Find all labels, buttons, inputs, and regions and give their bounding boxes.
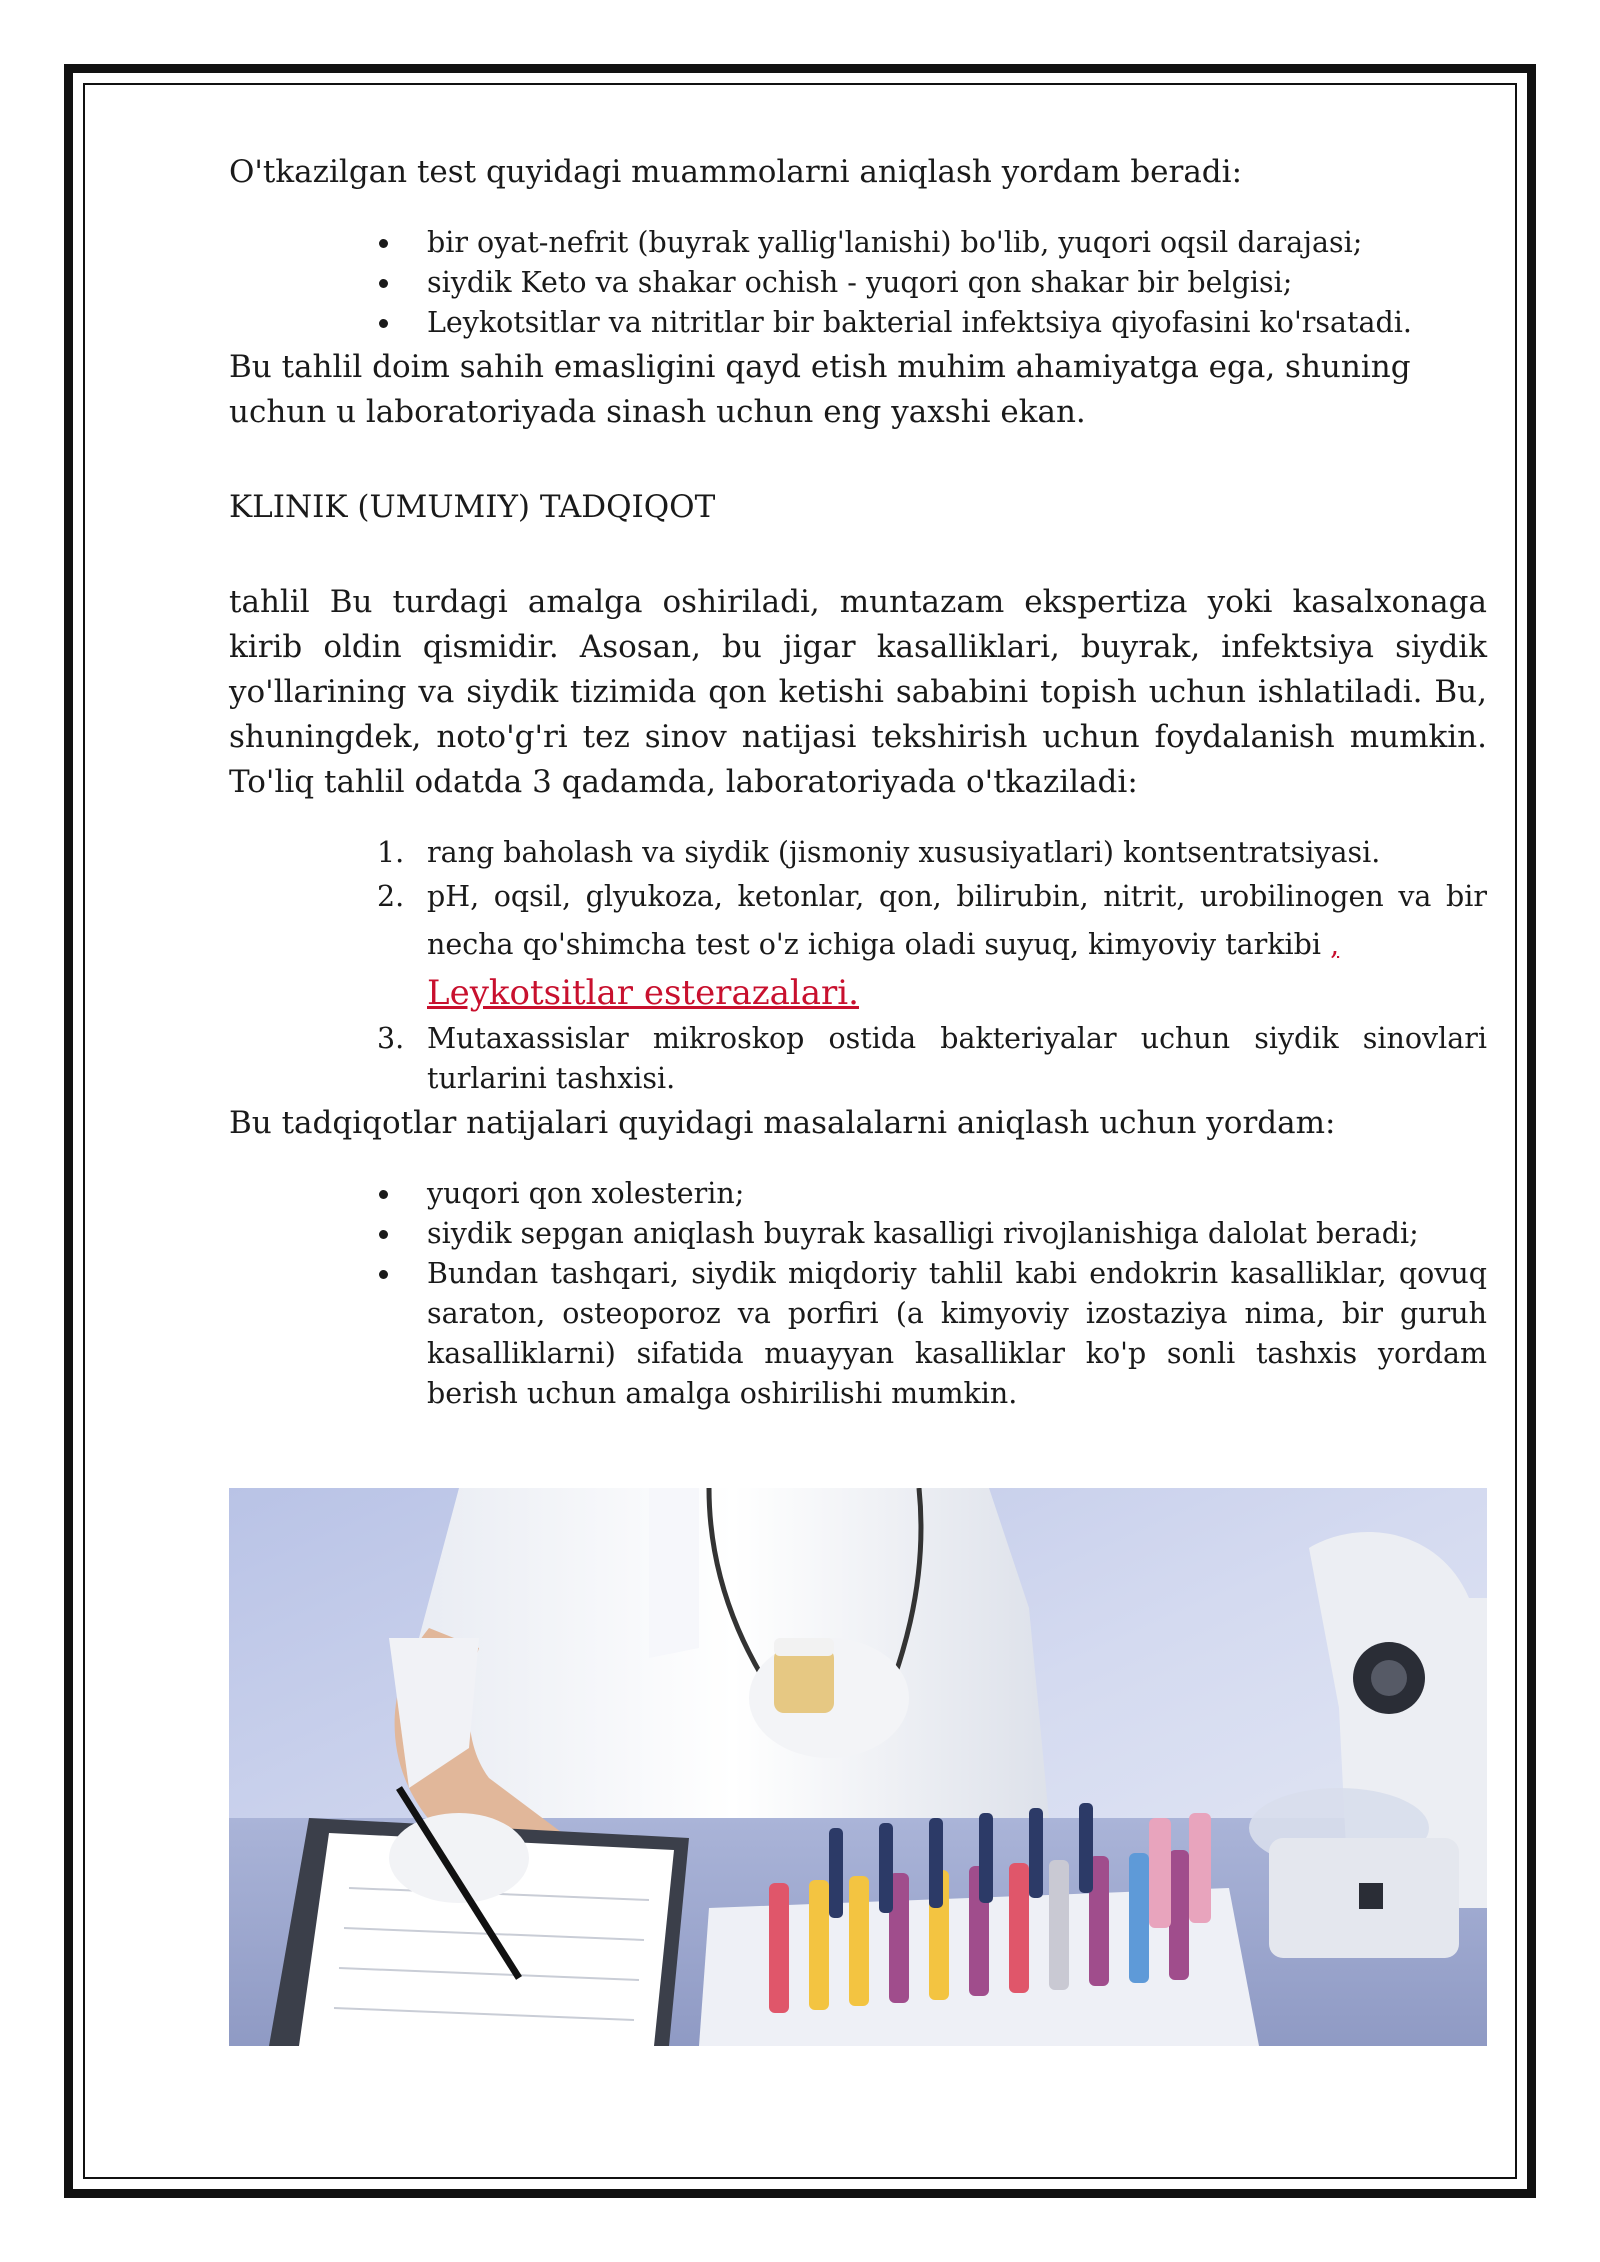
list-item: siydik sepgan aniqlash buyrak kasalligi rivojlanishiga dalolat beradi; bbox=[427, 1214, 1487, 1254]
list-number: 2. bbox=[377, 880, 405, 913]
list-item: Bundan tashqari, siydik miqdoriy tahlil kabi endokrin kasalliklar, qovuq saraton, osteoporoz va porfiri (a kimyoviy izostaziya nima, bir guruh kasalliklarni) sifatida muayyan kasalliklar ko'p sonli tashxis yordam berish uchun amalga oshirilishi mumkin. bbox=[427, 1254, 1487, 1414]
list-item bbox=[377, 833, 1487, 873]
list-item: Leykotsitlar va nitritlar bir bakterial infektsiya qiyofasini ko'rsatadi. bbox=[427, 303, 1487, 343]
list-item: siydik Keto va shakar ochish - yuqori qon shakar bir belgisi; bbox=[427, 263, 1487, 303]
body-paragraph: tahlil Bu turdagi amalga oshiriladi, muntazam ekspertiza yoki kasalxonaga kirib oldin qismidir. Asosan, bu jigar kasalliklari, buyrak, infektsiya siydik yo'llarining va siydik tizimida qon ketishi sababini topish uchun ishlatiladi. Bu, shuningdek, noto'g'ri tez sinov natijasi tekshirish uchun foydalanish mumkin. To'liq tahlil odatda 3 qadamda, laboratoriyada o'tkaziladi: bbox=[229, 584, 1487, 800]
list-item bbox=[377, 1019, 1487, 1099]
intro-paragraph: O'tkazilgan test quyidagi muammolarni aniqlash yordam beradi: bbox=[229, 154, 1243, 190]
document-body bbox=[229, 150, 1487, 1414]
bullet-list-problems bbox=[229, 223, 1487, 343]
list-item bbox=[377, 873, 1487, 1019]
list-item-text: rang baholash va siydik (jismoniy xususiyatlari) kontsentratsiyasi. bbox=[427, 836, 1381, 869]
list-number: 1. bbox=[377, 836, 405, 869]
comma-mark: , bbox=[1330, 928, 1340, 961]
note-paragraph: Bu tahlil doim sahih emasligini qayd etish muhim ahamiyatga ega, shuning uchun u laboratoriyada sinash uchun eng yaxshi ekan. bbox=[229, 349, 1411, 430]
bullet-list-results bbox=[229, 1174, 1487, 1414]
laboratory-photo bbox=[229, 1488, 1487, 2046]
numbered-list-steps bbox=[229, 833, 1487, 1099]
section-heading: KLINIK (UMUMIY) TADQIQOT bbox=[229, 489, 716, 525]
results-intro: Bu tadqiqotlar natijalari quyidagi masalalarni aniqlash uchun yordam: bbox=[229, 1105, 1336, 1141]
list-number: 3. bbox=[377, 1022, 405, 1055]
leykotsitlar-link[interactable]: Leykotsitlar esterazalari. bbox=[427, 973, 859, 1013]
list-item-text: pH, oqsil, glyukoza, ketonlar, qon, bilirubin, nitrit, urobilinogen va bir necha qo'shimcha test o'z ichiga oladi suyuq, kimyoviy tarkibi bbox=[427, 880, 1487, 961]
list-item-text: Mutaxassislar mikroskop ostida bakteriyalar uchun siydik sinovlari turlarini tashxisi. bbox=[427, 1022, 1487, 1095]
lab-photo-illustration bbox=[229, 1488, 1487, 2046]
list-item: yuqori qon xolesterin; bbox=[427, 1174, 1487, 1214]
list-item: bir oyat-nefrit (buyrak yallig'lanishi) bo'lib, yuqori oqsil darajasi; bbox=[427, 223, 1487, 263]
